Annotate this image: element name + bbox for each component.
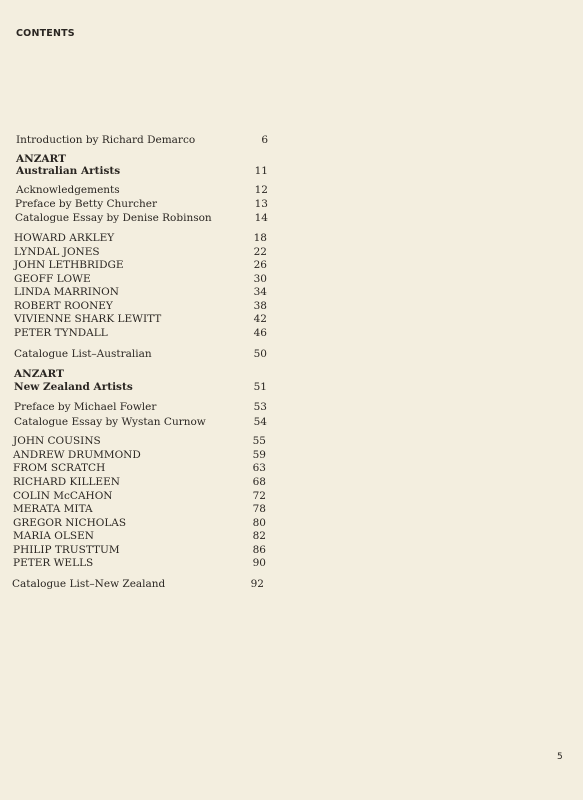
- section-heading: [16, 164, 268, 178]
- toc-page: 14: [254, 212, 268, 224]
- toc-title: HOWARD ARKLEY: [14, 232, 115, 244]
- toc-entry: [14, 285, 267, 299]
- toc-title: Catalogue List–New Zealand: [12, 578, 166, 590]
- toc-page: 82: [252, 530, 266, 542]
- toc-title: MARIA OLSEN: [13, 530, 94, 542]
- toc-page: 72: [252, 490, 266, 502]
- toc-page: 59: [252, 449, 266, 461]
- toc-title: PETER TYNDALL: [14, 327, 108, 339]
- toc-entry: [13, 448, 266, 462]
- toc-title: MERATA MITA: [13, 503, 93, 515]
- toc-page: 50: [253, 348, 267, 360]
- toc-title: ANZART: [16, 153, 66, 165]
- toc-title: JOHN COUSINS: [13, 435, 101, 447]
- toc-title: Acknowledgements: [16, 184, 120, 196]
- toc-entry: [14, 245, 267, 259]
- toc-page: 6: [261, 134, 268, 146]
- toc-page: 86: [252, 544, 266, 556]
- toc-title: PETER WELLS: [13, 557, 94, 569]
- page-number: 5: [557, 752, 563, 762]
- toc-title: COLIN McCAHON: [13, 490, 113, 502]
- toc-title: RICHARD KILLEEN: [13, 476, 120, 488]
- toc-page: 78: [252, 503, 266, 515]
- toc-title: Catalogue Essay by Denise Robinson: [15, 212, 212, 224]
- toc-entry: [13, 489, 266, 503]
- toc-title: New Zealand Artists: [14, 381, 133, 393]
- toc-page: 18: [253, 232, 267, 244]
- toc-entry: [13, 543, 266, 557]
- toc-page: 51: [253, 381, 267, 393]
- toc-title: VIVIENNE SHARK LEWITT: [14, 313, 162, 325]
- toc-title: JOHN LETHBRIDGE: [14, 259, 124, 271]
- toc-entry: [16, 133, 268, 147]
- toc-entry: [13, 434, 266, 448]
- toc-entry: [13, 556, 266, 570]
- toc-page: 13: [254, 198, 268, 210]
- toc-title: ANZART: [14, 368, 64, 380]
- toc-entry: [13, 461, 266, 475]
- toc-page: 80: [252, 517, 266, 529]
- toc-title: Catalogue List–Australian: [14, 348, 152, 360]
- toc-page: 30: [253, 273, 267, 285]
- toc-entry: [13, 529, 266, 543]
- toc-entry: [14, 312, 267, 326]
- section-heading: [14, 367, 267, 381]
- toc-entry: [14, 299, 267, 313]
- toc-entry: [14, 415, 267, 429]
- toc-page: 34: [253, 286, 267, 298]
- toc-page: 55: [252, 435, 266, 447]
- toc-page: 46: [253, 327, 267, 339]
- toc-entry: [15, 211, 268, 225]
- toc-entry: [15, 197, 268, 211]
- toc-title: FROM SCRATCH: [13, 462, 106, 474]
- toc-page: 54: [253, 416, 267, 428]
- toc-entry: [14, 347, 267, 361]
- toc-entry: [16, 183, 268, 197]
- toc-page: 12: [254, 184, 268, 196]
- toc-page: 11: [254, 165, 268, 177]
- toc-entry: [14, 258, 267, 272]
- toc-title: LINDA MARRINON: [14, 286, 119, 298]
- toc-page: 63: [252, 462, 266, 474]
- toc-entry: [13, 475, 266, 489]
- section-heading: [14, 380, 267, 394]
- toc-title: Catalogue Essay by Wystan Curnow: [14, 416, 206, 428]
- toc-entry: [14, 326, 267, 340]
- toc-page: 53: [253, 401, 267, 413]
- toc-page: 38: [253, 300, 267, 312]
- toc-entry: [13, 502, 266, 516]
- toc-entry: [13, 516, 266, 530]
- toc-page: 42: [253, 313, 267, 325]
- toc-page: 26: [253, 259, 267, 271]
- toc-title: ROBERT ROONEY: [14, 300, 113, 312]
- toc-title: Preface by Betty Churcher: [15, 198, 157, 210]
- toc-entry: [14, 231, 267, 245]
- toc-entry: [14, 400, 267, 414]
- toc-title: ANDREW DRUMMOND: [13, 449, 141, 461]
- toc-title: Australian Artists: [16, 165, 121, 177]
- toc-page: 22: [253, 246, 267, 258]
- toc-page: 68: [252, 476, 266, 488]
- toc-entry: [12, 577, 264, 591]
- toc-title: LYNDAL JONES: [14, 246, 100, 258]
- toc-page: 92: [250, 578, 264, 590]
- toc-title: Preface by Michael Fowler: [14, 401, 157, 413]
- toc-title: Introduction by Richard Demarco: [16, 134, 196, 146]
- toc-page: 90: [252, 557, 266, 569]
- page-title: CONTENTS: [16, 28, 75, 39]
- toc-title: PHILIP TRUSTTUM: [13, 544, 120, 556]
- toc-title: GEOFF LOWE: [14, 273, 91, 285]
- toc-title: GREGOR NICHOLAS: [13, 517, 127, 529]
- toc-entry: [14, 272, 267, 286]
